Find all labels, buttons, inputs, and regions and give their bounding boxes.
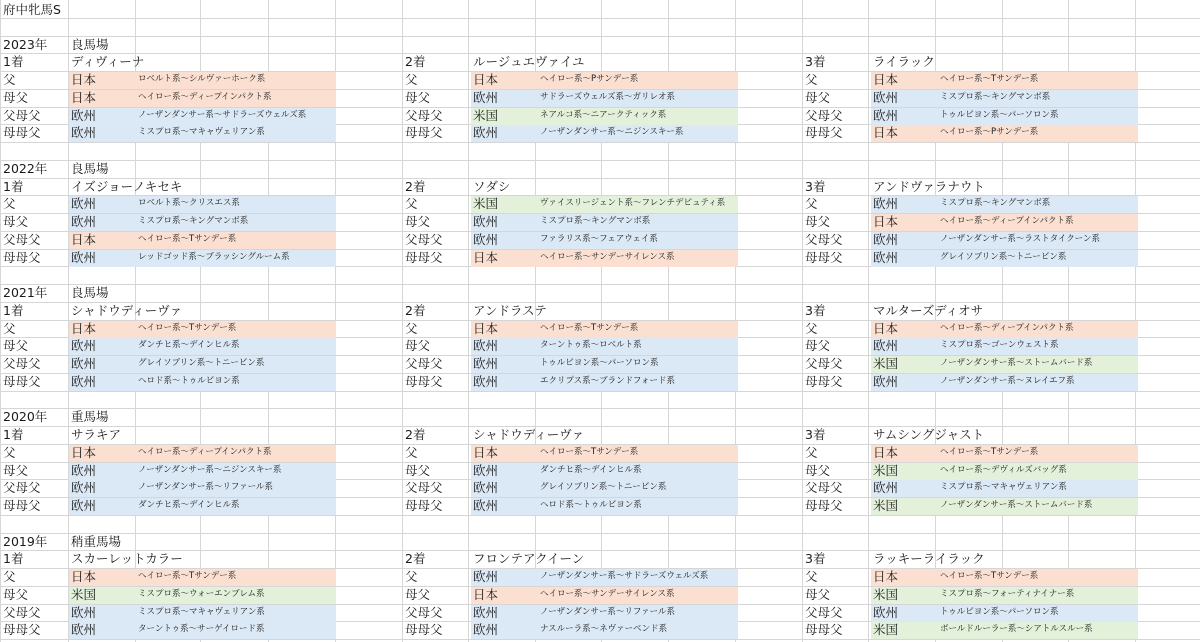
track-condition: 良馬場	[71, 161, 109, 176]
grid-row-line	[0, 142, 1200, 143]
region-name: 欧州	[873, 196, 899, 211]
region-name: 欧州	[873, 480, 899, 495]
lineage-text: ヘイロー系～Pサンデー系	[540, 74, 639, 84]
grid-row-line	[0, 426, 1200, 427]
region-name: 欧州	[71, 108, 97, 123]
lineage-text: ノーザンダンサー系～ニジンスキー系	[138, 465, 282, 475]
pedigree-position: 母母父	[3, 250, 41, 265]
placing-label: 2着	[405, 551, 426, 566]
region-name: 米国	[473, 196, 499, 211]
region-name: 欧州	[473, 374, 499, 389]
horse-name: ディヴィーナ	[71, 54, 145, 69]
region-name: 欧州	[473, 498, 499, 513]
region-name: 欧州	[873, 374, 899, 389]
region-name: 欧州	[473, 338, 499, 353]
pedigree-position: 母母父	[405, 498, 443, 513]
grid-row-line	[0, 53, 1200, 54]
placing-label: 2着	[405, 427, 426, 442]
lineage-text: グレイソブリン系～トニービン系	[138, 358, 265, 368]
horse-name: ライラック	[873, 54, 935, 69]
lineage-text: ターントゥ系～サーゲイロード系	[138, 624, 265, 634]
horse-name: マルターズディオサ	[873, 303, 984, 318]
region-name: 日本	[473, 587, 499, 602]
lineage-text: ノーザンダンサー系～ヌレイエフ系	[940, 376, 1075, 386]
pedigree-position: 母母父	[805, 622, 843, 637]
track-condition: 良馬場	[71, 37, 109, 52]
horse-name: フロンテアクイーン	[473, 551, 585, 566]
pedigree-position: 母父	[405, 214, 431, 229]
year-label: 2019年	[3, 534, 48, 549]
pedigree-position: 父母父	[405, 356, 443, 371]
region-name: 欧州	[873, 338, 899, 353]
lineage-text: ノーザンダンサー系～リファール系	[540, 607, 675, 617]
pedigree-position: 母母父	[3, 498, 41, 513]
lineage-text: ダンチヒ系～デインヒル系	[540, 465, 642, 475]
year-label: 2021年	[3, 285, 48, 300]
region-name: 日本	[873, 72, 899, 87]
pedigree-position: 母母父	[805, 250, 843, 265]
region-name: 欧州	[473, 480, 499, 495]
lineage-text: ネアルコ系～ニアークティック系	[540, 110, 667, 120]
pedigree-position: 母父	[805, 338, 831, 353]
region-name: 欧州	[873, 605, 899, 620]
lineage-text: ヘイロー系～ディープインパクト系	[940, 216, 1074, 226]
pedigree-position: 母父	[805, 463, 831, 478]
region-name: 米国	[873, 356, 899, 371]
lineage-text: トゥルビヨン系～パーソロン系	[540, 358, 659, 368]
lineage-text: ロベルト系～シルヴァーホーク系	[138, 74, 266, 84]
grid-column-line	[468, 0, 469, 642]
grid-column-line	[0, 0, 1, 642]
region-name: 欧州	[71, 605, 97, 620]
pedigree-position: 母父	[805, 90, 831, 105]
region-name: 日本	[71, 569, 97, 584]
region-name: 欧州	[71, 480, 97, 495]
lineage-text: ミスプロ系～キングマンボ系	[940, 92, 1051, 102]
pedigree-position: 父	[805, 196, 818, 211]
horse-name: イズジョーノキセキ	[71, 179, 183, 194]
region-name: 欧州	[71, 338, 97, 353]
lineage-text: ヘイロー系～Tサンデー系	[940, 571, 1039, 581]
year-label: 2020年	[3, 409, 48, 424]
pedigree-position: 父	[3, 196, 16, 211]
pedigree-position: 父	[405, 321, 418, 336]
lineage-text: ヘイロー系～ディープインパクト系	[138, 92, 272, 102]
lineage-text: サドラーズウェルズ系～ガリレオ系	[540, 92, 675, 102]
pedigree-position: 父	[405, 72, 418, 87]
lineage-text: ヘロド系～トゥルビヨン系	[138, 376, 240, 386]
placing-label: 3着	[805, 54, 826, 69]
grid-row-line	[0, 391, 1200, 392]
placing-label: 1着	[3, 551, 24, 566]
region-name: 欧州	[71, 374, 97, 389]
lineage-text: ターントゥ系～ロベルト系	[540, 340, 642, 350]
lineage-text: ミスプロ系～キングマンボ系	[138, 216, 249, 226]
grid-column-line	[802, 0, 803, 642]
horse-name: ソダシ	[473, 179, 511, 194]
placing-label: 3着	[805, 179, 826, 194]
lineage-text: ミスプロ系～マキャヴェリアン系	[138, 127, 265, 137]
lineage-text: ヘロド系～トゥルビヨン系	[540, 500, 642, 510]
grid-row-line	[0, 408, 1200, 409]
region-name: 欧州	[873, 250, 899, 265]
lineage-text: ノーザンダンサー系～リファール系	[138, 482, 273, 492]
pedigree-position: 母父	[3, 463, 29, 478]
pedigree-position: 父母父	[3, 605, 41, 620]
placing-label: 1着	[3, 179, 24, 194]
grid-column-line	[868, 0, 869, 642]
lineage-text: ヘイロー系～Tサンデー系	[138, 234, 237, 244]
region-name: 日本	[873, 569, 899, 584]
sheet-title: 府中牝馬S	[3, 2, 61, 17]
lineage-text: ダンチヒ系～デインヒル系	[138, 340, 240, 350]
pedigree-position: 父	[405, 196, 418, 211]
pedigree-position: 父母父	[3, 480, 41, 495]
horse-name: サムシングジャスト	[873, 427, 985, 442]
track-condition: 稍重馬場	[71, 534, 122, 549]
horse-name: アンドヴァラナウト	[873, 179, 985, 194]
region-name: 日本	[473, 445, 499, 460]
placing-label: 1着	[3, 303, 24, 318]
region-name: 日本	[473, 250, 499, 265]
placing-label: 3着	[805, 551, 826, 566]
region-name: 米国	[71, 587, 97, 602]
track-condition: 重馬場	[71, 409, 109, 424]
region-name: 日本	[71, 232, 97, 247]
pedigree-position: 母父	[805, 587, 831, 602]
pedigree-position: 母母父	[405, 374, 443, 389]
pedigree-position: 父母父	[805, 605, 843, 620]
region-name: 米国	[873, 587, 899, 602]
region-name: 欧州	[473, 356, 499, 371]
lineage-text: トゥルビヨン系～パーソロン系	[940, 607, 1059, 617]
region-name: 米国	[873, 622, 899, 637]
pedigree-position: 父母父	[405, 605, 443, 620]
pedigree-position: 母母父	[805, 498, 843, 513]
horse-name: サラキア	[71, 427, 122, 442]
region-name: 欧州	[473, 605, 499, 620]
pedigree-position: 母父	[3, 90, 29, 105]
pedigree-position: 父母父	[805, 232, 843, 247]
pedigree-position: 父母父	[805, 356, 843, 371]
region-name: 日本	[71, 90, 97, 105]
pedigree-position: 母父	[405, 338, 431, 353]
pedigree-position: 父	[805, 445, 818, 460]
pedigree-position: 父母父	[3, 356, 41, 371]
placing-label: 2着	[405, 303, 426, 318]
pedigree-position: 父	[805, 321, 818, 336]
horse-name: スカーレットカラー	[71, 551, 183, 566]
pedigree-position: 母父	[3, 214, 29, 229]
pedigree-position: 母父	[805, 214, 831, 229]
region-name: 欧州	[71, 250, 97, 265]
pedigree-position: 父母父	[405, 108, 443, 123]
lineage-text: ナスルーラ系～ネヴァーベンド系	[540, 624, 668, 634]
lineage-text: ノーザンダンサー系～ストームバード系	[940, 358, 1093, 368]
lineage-text: ボールドルーラー系～シアトルスルー系	[940, 624, 1093, 634]
pedigree-position: 母母父	[3, 125, 41, 140]
lineage-text: ヘイロー系～Tサンデー系	[940, 447, 1039, 457]
grid-row-line	[0, 36, 1200, 37]
track-condition: 良馬場	[71, 285, 109, 300]
region-name: 欧州	[473, 569, 499, 584]
lineage-text: トゥルビヨン系～パーソロン系	[940, 110, 1059, 120]
lineage-text: ミスプロ系～ウォーエンブレム系	[138, 589, 265, 599]
pedigree-position: 母母父	[3, 622, 41, 637]
horse-name: シャドウディーヴァ	[473, 427, 585, 442]
lineage-text: ミスプロ系～キングマンボ系	[540, 216, 651, 226]
lineage-text: ヘイロー系～Tサンデー系	[540, 447, 639, 457]
pedigree-position: 母母父	[405, 125, 443, 140]
lineage-text: グレイソブリン系～トニービン系	[940, 252, 1067, 262]
pedigree-position: 父母父	[3, 232, 41, 247]
region-name: 欧州	[473, 622, 499, 637]
lineage-text: ロベルト系～クリスエス系	[138, 198, 240, 208]
placing-label: 2着	[405, 179, 426, 194]
pedigree-position: 母父	[3, 338, 29, 353]
lineage-text: ミスプロ系～フォーティナイナー系	[940, 589, 1075, 599]
region-name: 欧州	[873, 90, 899, 105]
pedigree-position: 母父	[405, 463, 431, 478]
region-name: 欧州	[473, 214, 499, 229]
region-name: 日本	[473, 321, 499, 336]
region-name: 欧州	[473, 463, 499, 478]
pedigree-position: 父母父	[3, 108, 41, 123]
pedigree-position: 母父	[405, 587, 431, 602]
region-name: 欧州	[71, 356, 97, 371]
lineage-text: ノーザンダンサー系～ラストタイクーン系	[940, 234, 1101, 244]
lineage-text: ヘイロー系～サンデーサイレンス系	[540, 589, 675, 599]
lineage-text: ヘイロー系～ディープインパクト系	[138, 447, 272, 457]
region-name: 欧州	[71, 196, 97, 211]
lineage-text: ノーザンダンサー系～サドラーズウェルズ系	[540, 571, 709, 581]
region-name: 欧州	[71, 214, 97, 229]
pedigree-position: 父	[3, 72, 16, 87]
lineage-text: ヘイロー系～ディープインパクト系	[940, 323, 1074, 333]
lineage-text: ミスプロ系～ゴーンウェスト系	[940, 340, 1059, 350]
lineage-text: ノーザンダンサー系～ストームバード系	[940, 500, 1093, 510]
lineage-text: エクリプス系～ブランドフォード系	[540, 376, 675, 386]
region-name: 日本	[873, 321, 899, 336]
region-name: 欧州	[873, 232, 899, 247]
region-name: 日本	[873, 214, 899, 229]
region-name: 欧州	[473, 232, 499, 247]
region-name: 欧州	[71, 125, 97, 140]
grid-row-line	[0, 515, 1200, 516]
grid-row-line	[0, 18, 1200, 19]
region-name: 欧州	[473, 90, 499, 105]
horse-name: ルージュエヴァイユ	[473, 54, 585, 69]
lineage-text: ミスプロ系～キングマンボ系	[940, 198, 1051, 208]
region-name: 欧州	[71, 498, 97, 513]
region-name: 日本	[873, 445, 899, 460]
lineage-text: ノーザンダンサー系～サドラーズウェルズ系	[138, 110, 307, 120]
horse-name: シャドウディーヴァ	[71, 303, 183, 318]
region-name: 日本	[71, 321, 97, 336]
lineage-text: レッドゴッド系～ブラッシングルーム系	[138, 252, 290, 262]
lineage-text: ダンチヒ系～デインヒル系	[138, 500, 240, 510]
lineage-text: ヘイロー系～サンデーサイレンス系	[540, 252, 675, 262]
pedigree-position: 父母父	[405, 480, 443, 495]
region-name: 日本	[473, 72, 499, 87]
lineage-text: ノーザンダンサー系～ニジンスキー系	[540, 127, 684, 137]
region-name: 日本	[71, 445, 97, 460]
pedigree-position: 母母父	[405, 250, 443, 265]
lineage-text: ヘイロー系～Tサンデー系	[138, 571, 237, 581]
region-name: 日本	[71, 72, 97, 87]
pedigree-position: 父	[3, 445, 16, 460]
lineage-text: ヴァイスリージェント系～フレンチデピュティ系	[540, 198, 726, 208]
grid-row-line	[0, 639, 1200, 640]
region-name: 米国	[473, 108, 499, 123]
placing-label: 2着	[405, 54, 426, 69]
pedigree-position: 父	[805, 569, 818, 584]
pedigree-position: 父母父	[805, 480, 843, 495]
pedigree-position: 母父	[3, 587, 29, 602]
lineage-text: ミスプロ系～マキャヴェリアン系	[940, 482, 1067, 492]
placing-label: 1着	[3, 427, 24, 442]
region-name: 米国	[873, 498, 899, 513]
pedigree-position: 父	[3, 569, 16, 584]
pedigree-position: 父	[3, 321, 16, 336]
lineage-text: ヘイロー系～Tサンデー系	[940, 74, 1039, 84]
grid-column-line	[402, 0, 403, 642]
horse-name: ラッキーライラック	[873, 551, 985, 566]
placing-label: 3着	[805, 427, 826, 442]
pedigree-position: 父	[405, 569, 418, 584]
pedigree-position: 母母父	[405, 622, 443, 637]
pedigree-position: 母母父	[805, 125, 843, 140]
pedigree-position: 母父	[405, 90, 431, 105]
region-name: 欧州	[71, 622, 97, 637]
pedigree-position: 父	[405, 445, 418, 460]
grid-row-line	[0, 160, 1200, 161]
region-name: 欧州	[473, 125, 499, 140]
lineage-text: ヘイロー系～デヴィルズバッグ系	[940, 465, 1067, 475]
pedigree-position: 父母父	[805, 108, 843, 123]
pedigree-position: 母母父	[805, 374, 843, 389]
region-name: 欧州	[873, 108, 899, 123]
pedigree-position: 母母父	[3, 374, 41, 389]
grid-row-line	[0, 533, 1200, 534]
lineage-text: ヘイロー系～Tサンデー系	[138, 323, 237, 333]
lineage-text: ファラリス系～フェアウェイ系	[540, 234, 658, 244]
placing-label: 1着	[3, 54, 24, 69]
lineage-text: ミスプロ系～マキャヴェリアン系	[138, 607, 265, 617]
region-name: 日本	[873, 125, 899, 140]
lineage-text: グレイソブリン系～トニービン系	[540, 482, 667, 492]
grid-row-line	[0, 284, 1200, 285]
year-label: 2023年	[3, 37, 48, 52]
year-label: 2022年	[3, 161, 48, 176]
lineage-text: ヘイロー系～Tサンデー系	[540, 323, 639, 333]
placing-label: 3着	[805, 303, 826, 318]
horse-name: アンドラステ	[473, 303, 547, 318]
pedigree-position: 父	[805, 72, 818, 87]
region-name: 欧州	[71, 463, 97, 478]
region-name: 米国	[873, 463, 899, 478]
pedigree-position: 父母父	[405, 232, 443, 247]
lineage-text: ヘイロー系～Pサンデー系	[940, 127, 1039, 137]
